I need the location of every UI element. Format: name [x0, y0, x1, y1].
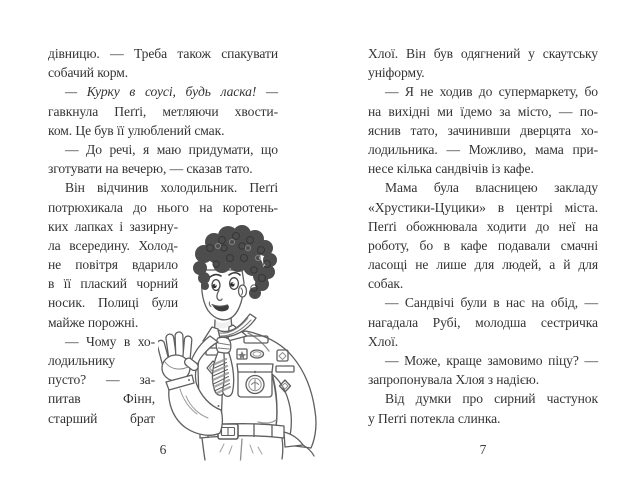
text-line: старший брат	[48, 410, 155, 426]
text-line: собак.	[368, 276, 404, 292]
text-line: собачий корм.	[48, 65, 129, 81]
page-number-right: 7	[479, 442, 487, 457]
text-line: потрюхикала до нього на коротень-	[48, 199, 278, 215]
text-line: пусто? — за-	[48, 372, 155, 388]
text-line: «Хрустики-Цуцики» в центрі міста.	[368, 199, 598, 215]
text-line: ких лапках і зазирну-	[48, 218, 178, 234]
text-line: — До речі, я маю придумати, що	[65, 141, 278, 157]
text-line: — Курку в соусі, будь ласка! —	[65, 84, 278, 100]
scout-boy-illustration-svg	[158, 224, 338, 462]
text-line: Пеґґі обожнювала ходити до неї на	[368, 218, 598, 234]
page-right-text	[368, 44, 598, 428]
text-line: несе кілька сандвічів із кафе.	[368, 161, 534, 177]
text-line: — Сандвічі були в нас на обід, —	[385, 295, 598, 311]
text-line: — Чому в хо-	[65, 333, 155, 349]
text-line: зготувати на вечерю, — сказав тато.	[48, 161, 253, 177]
text-line: на вихідні ми їдемо за місто, — по-	[368, 103, 598, 119]
text-line: ла всередину. Холод-	[48, 237, 178, 253]
text-line: Мама була власницею закладу	[385, 180, 598, 196]
text-line: нагадала Рубі, молодша сестричка	[368, 314, 598, 330]
text-line: запропонувала Хлоя з надією.	[368, 372, 539, 388]
text-line: майже порожні.	[48, 314, 139, 330]
scout-boy-illustration	[158, 224, 338, 462]
text-line: лодильнику	[48, 353, 116, 368]
text-line: лодильника. — Можливо, мама при-	[368, 141, 598, 157]
text-line: Хлої.	[368, 333, 399, 349]
text-line: носик. Полиці були	[48, 295, 178, 311]
text-line: уніформу.	[368, 65, 425, 81]
text-line: ком. Це був її улюблений смак.	[48, 122, 225, 138]
text-line: у Пеґґі потекла слинка.	[368, 410, 501, 426]
text-line: — Я не ходив до супермаркету, бо	[385, 84, 598, 100]
text-line: питав Фінн,	[48, 391, 155, 407]
text-line: яснив тато, зачинивши дверцята хо-	[368, 122, 598, 138]
scout-waving-hand	[158, 332, 200, 390]
text-line: Від думки про сирний частунок	[385, 391, 598, 407]
text-line: Хлої. Він був одягнений у скаутську	[368, 46, 598, 61]
text-line: ласощі не лише для людей, а й для	[368, 257, 598, 273]
text-line: не повітря вдарило	[48, 257, 178, 273]
text-line: дівницю. — Треба також спакувати	[48, 46, 278, 61]
text-line: в її плаский чорний	[48, 276, 178, 292]
text-line: роботу, бо в кафе подавали смачні	[368, 237, 598, 253]
page-number-left: 6	[159, 442, 167, 457]
text-line: гавкнула Пеґґі, метляючи хвости-	[48, 103, 278, 119]
text-line: — Може, краще замовимо піцу? —	[385, 353, 598, 368]
text-line: Він відчинив холодильник. Пеґґі	[65, 180, 278, 196]
